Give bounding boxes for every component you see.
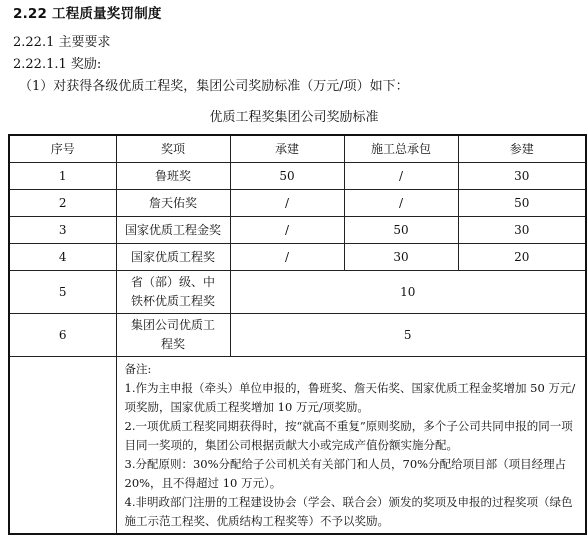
cell-no: 3 [9, 217, 116, 244]
cell-award: 集团公司优质工程奖 [116, 314, 230, 357]
table-row [9, 217, 586, 244]
subsection-title: 2.22.1 主要要求 [13, 35, 111, 50]
note-item: 3.分配原则：30%分配给子公司机关有关部门和人员，70%分配给项目部（项目经理占 20%，且不得超过 10 万元）。 [124, 457, 567, 490]
cell-no: 4 [9, 244, 116, 271]
cell-general: / [344, 190, 458, 217]
table-row [9, 190, 586, 217]
note-item: 2.一项优质工程奖同期获得时，按“就高不重复”原则奖励，多个子公司共同申报的同一项目同一奖项的，集团公司根据贡献大小或完成产值份额实施分配。 [124, 419, 573, 452]
notes-cell [116, 357, 586, 535]
cell-award: 詹天佑奖 [116, 190, 230, 217]
cell-no: 2 [9, 190, 116, 217]
cell-join: 20 [458, 244, 586, 271]
cell-general: 50 [344, 217, 458, 244]
cell-award: 鲁班奖 [116, 163, 230, 190]
note-item: 1.作为主申报（牵头）单位申报的，鲁班奖、詹天佑奖、国家优质工程金奖增加 50 万元/项奖励，国家优质工程奖增加 10 万元/项奖励。 [124, 381, 576, 414]
header-no: 序号 [9, 135, 116, 163]
notes-blank-cell [9, 357, 116, 535]
section-heading: 2.22 工程质量奖罚制度 [13, 6, 162, 22]
header-join: 参建 [458, 135, 586, 163]
table-title: 优质工程奖集团公司奖励标准 [209, 110, 379, 125]
cell-award: 国家优质工程奖 [116, 244, 230, 271]
cell-join: 50 [458, 190, 586, 217]
table-row [9, 163, 586, 190]
cell-join: 30 [458, 163, 586, 190]
note-item: 4.非明政部门注册的工程建设协会（学会、联合会）颁发的奖项及申报的过程奖项（绿色施工示范工程奖、优质结构工程奖等）不予以奖励。 [124, 495, 573, 528]
cell-no: 5 [9, 271, 116, 314]
cell-general: 30 [344, 244, 458, 271]
cell-build: / [230, 244, 344, 271]
cell-no: 6 [9, 314, 116, 357]
cell-build: / [230, 217, 344, 244]
header-build: 承建 [230, 135, 344, 163]
note-label: 备注: [124, 362, 152, 376]
table-row [9, 244, 586, 271]
cell-general: / [344, 163, 458, 190]
table-row-merged [9, 271, 586, 314]
cell-merged-value: 5 [230, 314, 586, 357]
cell-no: 1 [9, 163, 116, 190]
header-general: 施工总承包 [344, 135, 458, 163]
table-header-row [9, 135, 586, 163]
intro-line: （1）对获得各级优质工程奖，集团公司奖励标准（万元/项）如下： [19, 79, 409, 94]
cell-build: 50 [230, 163, 344, 190]
table-notes-row [9, 357, 586, 535]
cell-build: / [230, 190, 344, 217]
cell-award: 国家优质工程金奖 [116, 217, 230, 244]
cell-join: 30 [458, 217, 586, 244]
header-award: 奖项 [116, 135, 230, 163]
cell-merged-value: 10 [230, 271, 586, 314]
cell-award: 省（部）级、中铁杯优质工程奖 [116, 271, 230, 314]
subsubsection-title: 2.22.1.1 奖励: [13, 57, 102, 72]
award-standards-table [8, 134, 587, 535]
table-row-merged [9, 314, 586, 357]
